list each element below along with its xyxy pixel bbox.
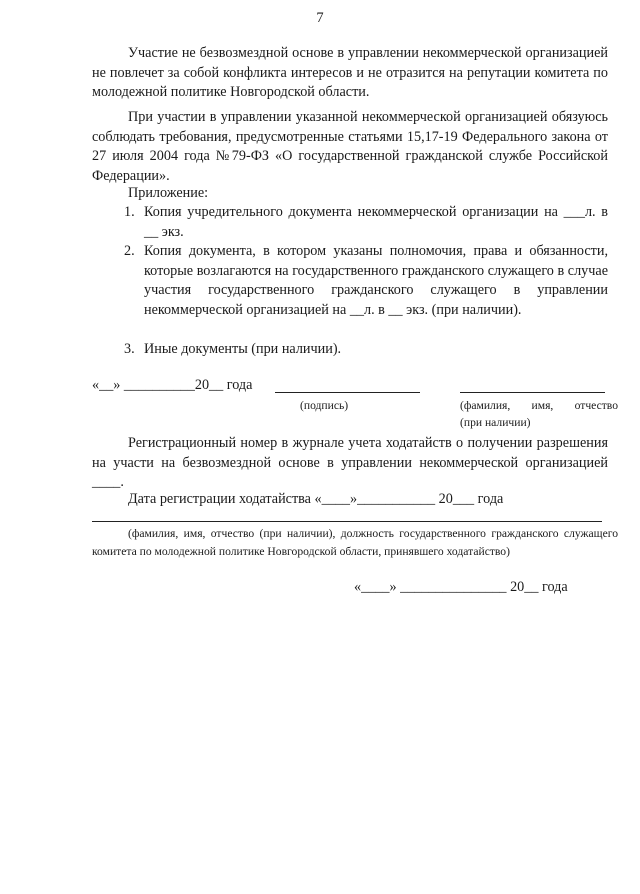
- attachment-number: 1.: [124, 204, 135, 220]
- name-caption: (фамилия, имя, отчество: [460, 399, 618, 412]
- attachment-number: 2.: [124, 243, 135, 259]
- attachment-item: [124, 203, 608, 242]
- officer-caption-block: [92, 525, 618, 561]
- officer-caption: (фамилия, имя, отчество (при наличии), должность государственного гражданского служащего комитета по молодежной политике Новгородской области, принявшего ходатайство): [92, 527, 618, 558]
- registration-date-line: Дата регистрации ходатайства «____»___________ 20___ года: [128, 491, 504, 507]
- paragraph-obligation: [92, 108, 608, 186]
- name-line: [460, 392, 605, 393]
- attachments-label: Приложение:: [128, 185, 209, 201]
- paragraph-text: При участии в управлении указанной некоммерческой организацией обязуюсь соблюдать требования, предусмотренные статьями 15,17-19 Федерального закона от 27 июля 2004 года №79-ФЗ «О государственной гражданской службе Российской Федерации».: [92, 109, 608, 184]
- page-number: 7: [316, 10, 324, 26]
- final-date: «____» _______________ 20__ года: [354, 579, 568, 595]
- signature-caption: (подпись): [300, 399, 349, 412]
- attachment-item: [124, 242, 608, 320]
- attachment-number: 3.: [124, 341, 135, 357]
- paragraph-participation: [92, 44, 608, 103]
- attachment-item: [124, 340, 608, 360]
- registration-paragraph: [92, 434, 608, 493]
- officer-line: [92, 521, 602, 522]
- signature-date: «__» __________20__ года: [92, 377, 253, 393]
- attachment-text: Копия учредительного документа некоммерческой организации на ___л. в __ экз.: [144, 204, 608, 240]
- name-caption-note: (при наличии): [460, 416, 531, 429]
- registration-text: Регистрационный номер в журнале учета ходатайств о получении разрешения на участи на безвозмездной основе в управлении некоммерческой организацией ____.: [92, 435, 608, 490]
- attachment-text: Иные документы (при наличии).: [144, 341, 342, 357]
- signature-line: [275, 392, 420, 393]
- paragraph-text: Участие не безвозмездной основе в управлении некоммерческой организацией не повлечет за собой конфликта интересов и не отразится на репутации комитета по молодежной политике Новгородской области.: [92, 45, 608, 100]
- attachment-text: Копия документа, в котором указаны полномочия, права и обязанности, которые возлагаются на государственного гражданского служащего в случае участия государственного гражданского служащего в управлении некоммерческой организацией на __л. в __ экз. (при наличии).: [144, 243, 608, 318]
